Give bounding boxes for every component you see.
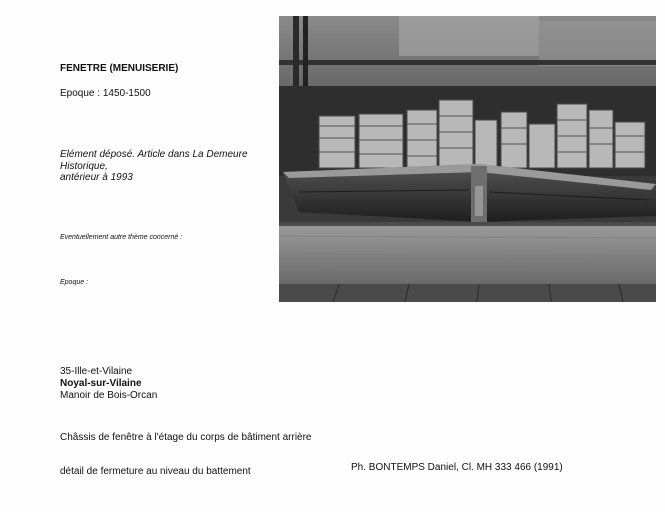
epoque-secondary-label: Epoque :	[60, 279, 89, 286]
page-title: FENETRE (MENUISERIE)	[60, 63, 179, 74]
note-line-2: antérieur à 1993	[60, 172, 133, 183]
commune: Noyal-sur-Vilaine	[60, 378, 142, 389]
photo-credit: Ph. BONTEMPS Daniel, Cl. MH 333 466 (1991)	[351, 462, 563, 473]
theme-label: Eventuellement autre thème concerné :	[60, 234, 183, 241]
epoque-value: 1450-1500	[102, 88, 151, 99]
description-line-1: Châssis de fenêtre à l'étage du corps de bâtiment arrière	[60, 432, 312, 443]
department: 35-Ille-et-Vilaine	[60, 366, 133, 377]
epoque-line	[60, 88, 151, 100]
description-line-2: détail de fermeture au niveau du battement	[60, 466, 251, 477]
site-name: Manoir de Bois-Orcan	[60, 390, 158, 401]
epoque-label: Epoque :	[60, 88, 101, 99]
note-line-1: Elément déposé. Article dans La Demeure Historique,	[60, 149, 248, 172]
note-text	[60, 149, 290, 184]
photograph	[279, 16, 656, 302]
